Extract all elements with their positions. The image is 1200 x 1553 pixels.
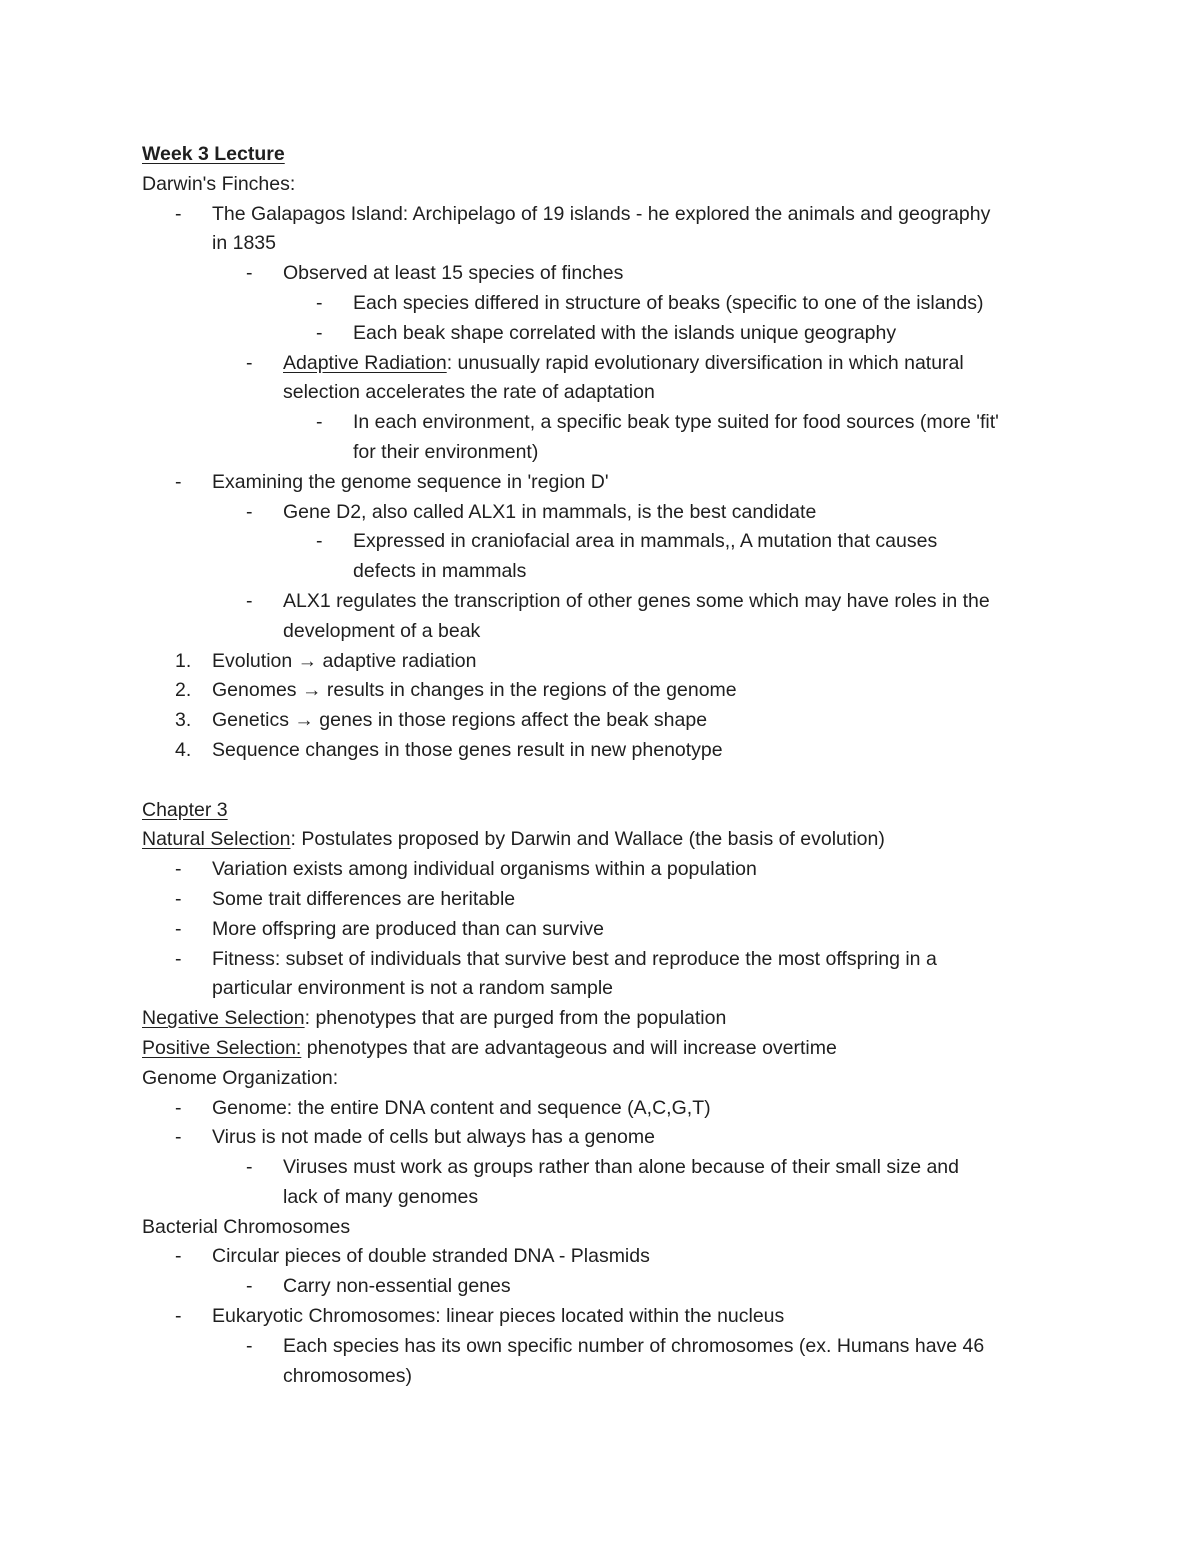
list-item	[142, 468, 1062, 498]
list-item	[142, 1094, 1062, 1124]
item-text: Carry non-essential genes	[283, 1275, 511, 1298]
bullet: -	[175, 917, 182, 940]
item-text: lack of many genomes	[283, 1185, 479, 1208]
adaptive-radiation-term: Adaptive Radiation	[283, 351, 447, 374]
list-item	[142, 349, 1062, 409]
item-text: The Galapagos Island: Archipelago of 19 islands - he explored the animals and geography	[212, 202, 991, 225]
bullet: -	[175, 1305, 182, 1328]
item-text: In each environment, a specific beak type suited for food sources (more 'fit'	[353, 411, 999, 434]
numbered-item	[142, 736, 1062, 766]
list-item	[142, 1302, 1062, 1332]
item-number: 4.	[175, 738, 192, 761]
item-text: Some trait differences are heritable	[212, 887, 516, 910]
item-number: 3.	[175, 709, 192, 732]
item-text: Evolution → adaptive radiation	[212, 649, 477, 672]
list-item	[142, 289, 1062, 319]
positive-selection-line	[142, 1034, 1062, 1064]
item-number: 2.	[175, 679, 192, 702]
list-item	[142, 200, 1062, 260]
bullet: -	[246, 500, 253, 523]
item-text: ALX1 regulates the transcription of other genes some which may have roles in the	[283, 589, 990, 612]
list-item	[142, 408, 1062, 468]
numbered-item	[142, 647, 1062, 677]
item-text: Circular pieces of double stranded DNA - Plasmids	[212, 1245, 650, 1268]
natural-selection-term: Natural Selection	[142, 828, 291, 851]
bullet: -	[175, 858, 182, 881]
bullet: -	[316, 530, 323, 553]
list-item	[142, 885, 1062, 915]
bullet: -	[246, 351, 253, 374]
natural-selection-line	[142, 825, 1062, 855]
bullet: -	[246, 589, 253, 612]
bullet: -	[316, 321, 323, 344]
item-text: chromosomes)	[283, 1364, 412, 1387]
list-item	[142, 527, 1062, 587]
list-item	[142, 855, 1062, 885]
numbered-item	[142, 676, 1062, 706]
genome-organization-heading: Genome Organization:	[142, 1066, 339, 1089]
negative-selection-term: Negative Selection	[142, 1007, 305, 1030]
list-item	[142, 319, 1062, 349]
bullet: -	[316, 291, 323, 314]
item-text: particular environment is not a random sample	[212, 977, 614, 1000]
spacer	[142, 766, 1062, 796]
list-item	[142, 1242, 1062, 1272]
item-text: Gene D2, also called ALX1 in mammals, is the best candidate	[283, 500, 817, 523]
positive-selection-def: phenotypes that are advantageous and will increase overtime	[301, 1036, 837, 1059]
darwins-finches-heading: Darwin's Finches:	[142, 172, 296, 195]
list-item	[142, 1123, 1062, 1153]
bullet: -	[175, 1096, 182, 1119]
bullet: -	[175, 947, 182, 970]
list-item	[142, 1153, 1062, 1213]
item-text: Genetics → genes in those regions affect the beak shape	[212, 709, 708, 732]
bullet: -	[175, 470, 182, 493]
item-text: Expressed in craniofacial area in mammals,, A mutation that causes	[353, 530, 938, 553]
negative-selection-def: : phenotypes that are purged from the population	[304, 1007, 727, 1030]
bullet: -	[175, 202, 182, 225]
week3-heading: Week 3 Lecture	[142, 143, 285, 165]
bullet: -	[246, 1275, 253, 1298]
negative-selection-line	[142, 1004, 1062, 1034]
list-item	[142, 1332, 1062, 1392]
chapter3-heading: Chapter 3	[142, 798, 228, 821]
item-text: Observed at least 15 species of finches	[283, 262, 624, 285]
bullet: -	[246, 262, 253, 285]
item-text: Genome: the entire DNA content and sequence (A,C,G,T)	[212, 1096, 711, 1119]
list-item	[142, 945, 1062, 1005]
item-text: Viruses must work as groups rather than alone because of their small size and	[283, 1156, 959, 1179]
list-item	[142, 259, 1062, 289]
item-text: Variation exists among individual organisms within a population	[212, 858, 757, 881]
item-text: Each beak shape correlated with the islands unique geography	[353, 321, 897, 344]
item-text: development of a beak	[283, 619, 481, 642]
bullet: -	[316, 411, 323, 434]
bullet: -	[246, 1156, 253, 1179]
item-text: Genomes → results in changes in the regions of the genome	[212, 679, 737, 702]
bullet: -	[175, 887, 182, 910]
list-item	[142, 587, 1062, 647]
list-item	[142, 498, 1062, 528]
item-text: Examining the genome sequence in 'region D'	[212, 470, 609, 493]
item-text: Eukaryotic Chromosomes: linear pieces located within the nucleus	[212, 1305, 785, 1328]
item-text: defects in mammals	[353, 560, 527, 583]
bullet: -	[175, 1126, 182, 1149]
list-item	[142, 1272, 1062, 1302]
bullet: -	[246, 1334, 253, 1357]
item-text: Each species differed in structure of beaks (specific to one of the islands)	[353, 291, 984, 314]
item-text: Fitness: subset of individuals that survive best and reproduce the most offspring in a	[212, 947, 937, 970]
positive-selection-term: Positive Selection:	[142, 1036, 302, 1059]
list-item	[142, 915, 1062, 945]
natural-selection-def: : Postulates proposed by Darwin and Wallace (the basis of evolution)	[290, 828, 885, 851]
bullet: -	[175, 1245, 182, 1268]
item-text: selection accelerates the rate of adaptation	[283, 381, 655, 404]
item-number: 1.	[175, 649, 192, 672]
item-text: More offspring are produced than can survive	[212, 917, 605, 940]
item-text: Sequence changes in those genes result in new phenotype	[212, 738, 723, 761]
item-text: Virus is not made of cells but always has a genome	[212, 1126, 655, 1149]
numbered-item	[142, 706, 1062, 736]
item-text: for their environment)	[353, 440, 539, 463]
adaptive-radiation-def: : unusually rapid evolutionary diversification in which natural	[446, 351, 964, 374]
notes-body	[142, 140, 1062, 1391]
item-text: in 1835	[212, 232, 276, 255]
bacterial-chromosomes-heading: Bacterial Chromosomes	[142, 1215, 351, 1238]
item-text: Each species has its own specific number of chromosomes (ex. Humans have 46	[283, 1334, 985, 1357]
item-text	[283, 349, 1062, 379]
